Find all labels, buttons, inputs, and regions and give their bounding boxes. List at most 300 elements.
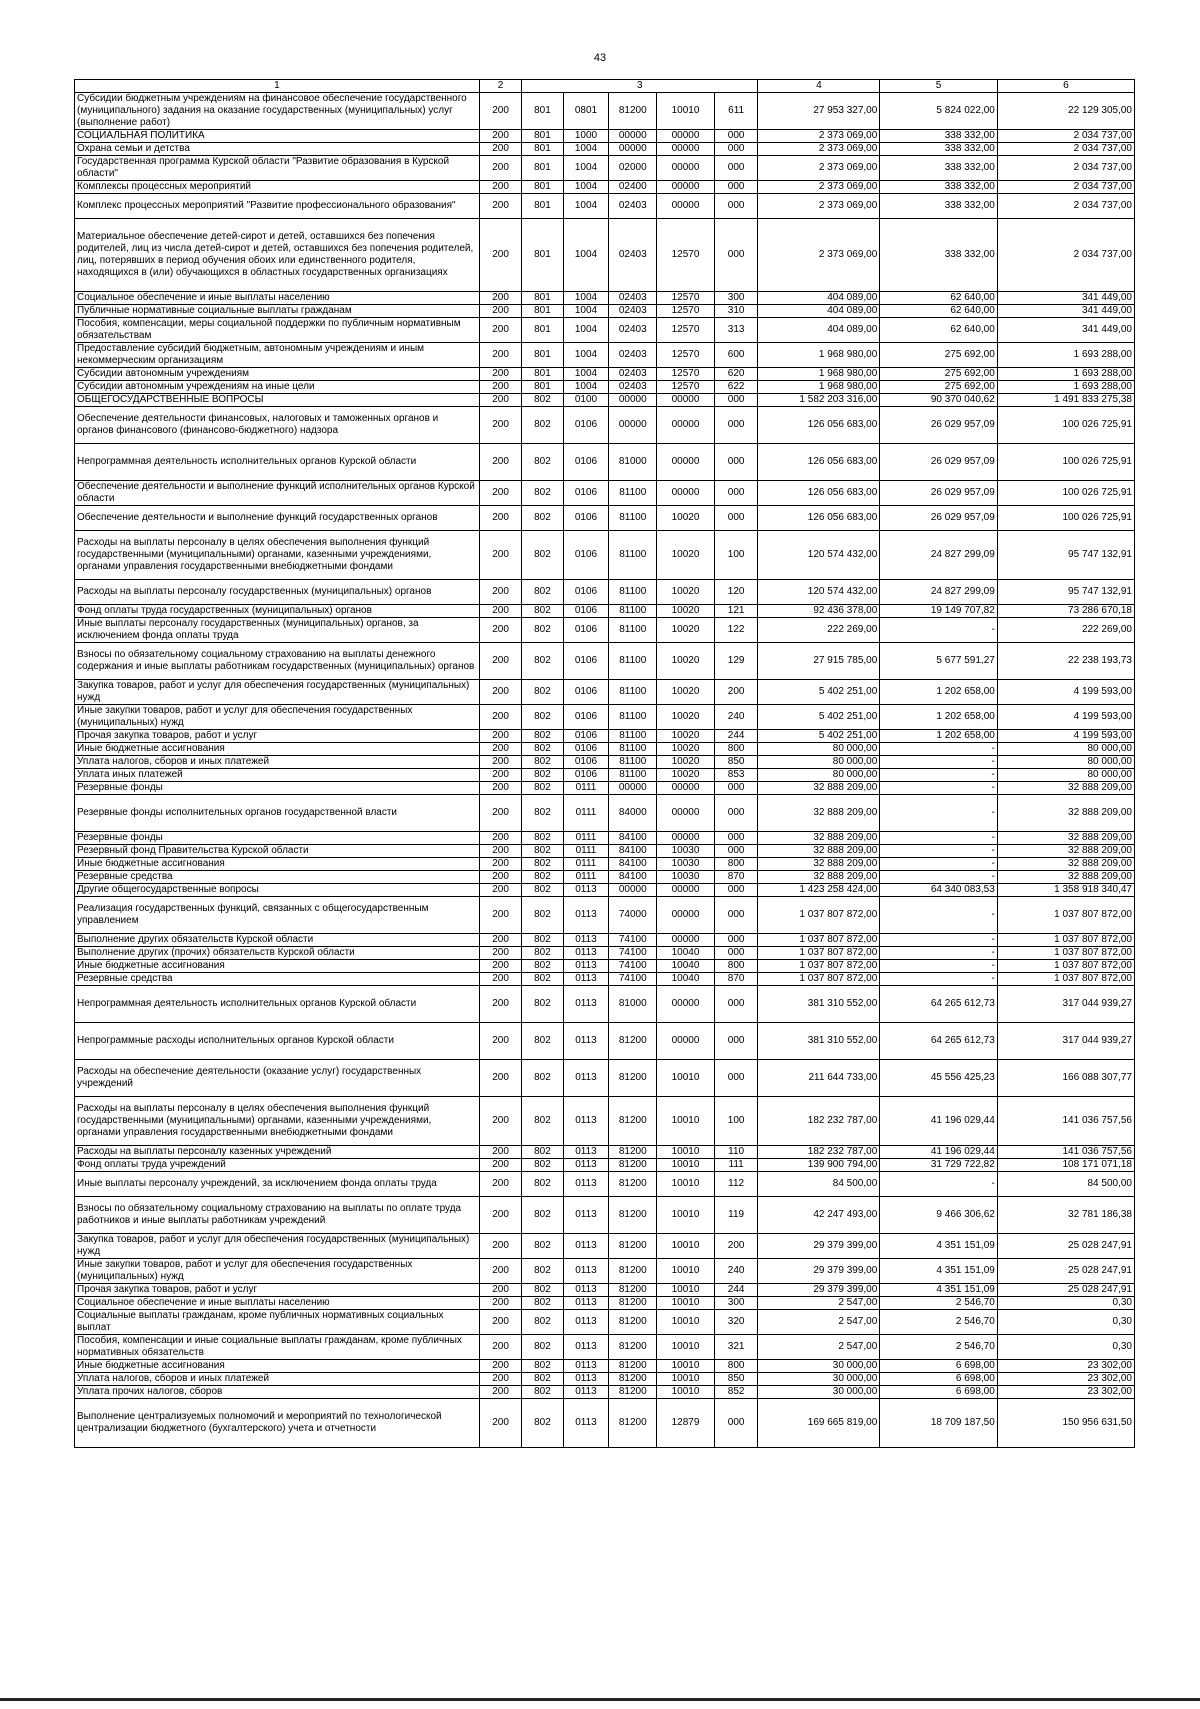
amount-approved: 169 665 819,00 <box>758 1399 880 1448</box>
row-name: Публичные нормативные социальные выплаты гражданам <box>75 305 480 318</box>
code-expense-type: 000 <box>714 407 758 444</box>
code-chapter: 802 <box>522 871 563 884</box>
amount-remaining: 100 026 725,91 <box>997 506 1134 531</box>
amount-approved: 80 000,00 <box>758 769 880 782</box>
amount-executed: 62 640,00 <box>880 292 998 305</box>
amount-executed: 5 677 591,27 <box>880 643 998 680</box>
code-chapter: 801 <box>522 143 563 156</box>
code-admin: 200 <box>479 381 521 394</box>
amount-executed: - <box>880 858 998 871</box>
code-chapter: 801 <box>522 219 563 292</box>
code-admin: 200 <box>479 1399 521 1448</box>
code-chapter: 802 <box>522 605 563 618</box>
amount-executed: 9 466 306,62 <box>880 1197 998 1234</box>
row-name: Расходы на выплаты персоналу в целях обеспечения выполнения функций государственными (муниципальными) органами, казенными учреждениями, органами управления государственными внебюджетными фондами <box>75 1097 480 1146</box>
code-section: 0113 <box>563 986 609 1023</box>
amount-executed: 6 698,00 <box>880 1360 998 1373</box>
code-direction: 10010 <box>657 1386 715 1399</box>
code-program: 00000 <box>609 782 657 795</box>
code-admin: 200 <box>479 884 521 897</box>
code-program: 02000 <box>609 156 657 181</box>
code-section: 1000 <box>563 130 609 143</box>
table-row <box>75 782 1135 795</box>
table-row <box>75 884 1135 897</box>
code-chapter: 802 <box>522 444 563 481</box>
amount-approved: 1 968 980,00 <box>758 343 880 368</box>
amount-remaining: 317 044 939,27 <box>997 1023 1134 1060</box>
amount-approved: 126 056 683,00 <box>758 407 880 444</box>
table-row <box>75 93 1135 130</box>
table-row <box>75 444 1135 481</box>
code-section: 0113 <box>563 934 609 947</box>
code-direction: 00000 <box>657 444 715 481</box>
table-row <box>75 1197 1135 1234</box>
row-name: Взносы по обязательному социальному страхованию на выплаты денежного содержания и иные выплаты работникам государственных (муниципальных) органов <box>75 643 480 680</box>
code-chapter: 802 <box>522 394 563 407</box>
amount-remaining: 32 888 209,00 <box>997 871 1134 884</box>
amount-executed: - <box>880 897 998 934</box>
table-row <box>75 795 1135 832</box>
amount-executed: - <box>880 782 998 795</box>
code-direction: 00000 <box>657 986 715 1023</box>
code-expense-type: 620 <box>714 368 758 381</box>
code-direction: 10010 <box>657 1373 715 1386</box>
code-direction: 10020 <box>657 506 715 531</box>
amount-executed: 64 265 612,73 <box>880 1023 998 1060</box>
code-section: 0113 <box>563 1234 609 1259</box>
code-chapter: 802 <box>522 506 563 531</box>
code-expense-type: 000 <box>714 156 758 181</box>
code-expense-type: 800 <box>714 1360 758 1373</box>
code-program: 81100 <box>609 643 657 680</box>
code-direction: 00000 <box>657 884 715 897</box>
table-row <box>75 1097 1135 1146</box>
code-chapter: 802 <box>522 730 563 743</box>
row-name: Фонд оплаты труда государственных (муниципальных) органов <box>75 605 480 618</box>
amount-approved: 84 500,00 <box>758 1172 880 1197</box>
code-chapter: 802 <box>522 580 563 605</box>
amount-executed: 338 332,00 <box>880 143 998 156</box>
amount-remaining: 1 693 288,00 <box>997 381 1134 394</box>
code-chapter: 802 <box>522 960 563 973</box>
amount-executed: 338 332,00 <box>880 194 998 219</box>
code-direction: 10040 <box>657 947 715 960</box>
code-expense-type: 240 <box>714 1259 758 1284</box>
table-row <box>75 871 1135 884</box>
code-expense-type: 000 <box>714 506 758 531</box>
row-name: Прочая закупка товаров, работ и услуг <box>75 730 480 743</box>
code-program: 81100 <box>609 605 657 618</box>
table-row <box>75 618 1135 643</box>
table-body <box>75 93 1135 1448</box>
row-name: Расходы на выплаты персоналу в целях обеспечения выполнения функций государственными (муниципальными) органами, казенными учреждениями, органами управления государственными внебюджетными фондами <box>75 531 480 580</box>
table-row <box>75 156 1135 181</box>
code-expense-type: 129 <box>714 643 758 680</box>
code-expense-type: 000 <box>714 1060 758 1097</box>
table-row <box>75 934 1135 947</box>
amount-executed: 45 556 425,23 <box>880 1060 998 1097</box>
code-admin: 200 <box>479 756 521 769</box>
code-admin: 200 <box>479 1159 521 1172</box>
table-row <box>75 756 1135 769</box>
code-expense-type: 321 <box>714 1335 758 1360</box>
code-direction: 10010 <box>657 1234 715 1259</box>
code-admin: 200 <box>479 1284 521 1297</box>
amount-remaining: 32 888 209,00 <box>997 795 1134 832</box>
row-name: Непрограммные расходы исполнительных органов Курской области <box>75 1023 480 1060</box>
code-section: 0106 <box>563 643 609 680</box>
amount-approved: 2 547,00 <box>758 1310 880 1335</box>
header-col-2: 2 <box>479 80 521 93</box>
code-program: 84100 <box>609 858 657 871</box>
code-admin: 200 <box>479 782 521 795</box>
code-admin: 200 <box>479 1172 521 1197</box>
amount-approved: 120 574 432,00 <box>758 531 880 580</box>
amount-executed: 62 640,00 <box>880 318 998 343</box>
amount-remaining: 73 286 670,18 <box>997 605 1134 618</box>
amount-approved: 1 968 980,00 <box>758 368 880 381</box>
code-direction: 12570 <box>657 292 715 305</box>
code-admin: 200 <box>479 368 521 381</box>
code-program: 81100 <box>609 481 657 506</box>
code-program: 74100 <box>609 973 657 986</box>
amount-executed: 4 351 151,09 <box>880 1284 998 1297</box>
code-expense-type: 119 <box>714 1197 758 1234</box>
code-chapter: 802 <box>522 1172 563 1197</box>
amount-remaining: 95 747 132,91 <box>997 580 1134 605</box>
code-expense-type: 300 <box>714 292 758 305</box>
row-name: Социальное обеспечение и иные выплаты населению <box>75 1297 480 1310</box>
table-row <box>75 343 1135 368</box>
code-direction: 12570 <box>657 219 715 292</box>
amount-remaining: 1 037 807 872,00 <box>997 897 1134 934</box>
code-section: 0106 <box>563 730 609 743</box>
row-name: Предоставление субсидий бюджетным, автономным учреждениям и иным некоммерческим организациям <box>75 343 480 368</box>
table-row <box>75 769 1135 782</box>
code-program: 81100 <box>609 769 657 782</box>
amount-executed: 338 332,00 <box>880 219 998 292</box>
amount-approved: 2 373 069,00 <box>758 143 880 156</box>
amount-remaining: 1 491 833 275,38 <box>997 394 1134 407</box>
code-direction: 10020 <box>657 730 715 743</box>
code-section: 0113 <box>563 973 609 986</box>
code-admin: 200 <box>479 1373 521 1386</box>
code-expense-type: 800 <box>714 743 758 756</box>
amount-remaining: 1 693 288,00 <box>997 343 1134 368</box>
code-direction: 12570 <box>657 343 715 368</box>
code-program: 81200 <box>609 1284 657 1297</box>
code-direction: 00000 <box>657 795 715 832</box>
row-name: Охрана семьи и детства <box>75 143 480 156</box>
code-expense-type: 600 <box>714 343 758 368</box>
code-direction: 10010 <box>657 1060 715 1097</box>
code-program: 84100 <box>609 832 657 845</box>
amount-approved: 120 574 432,00 <box>758 580 880 605</box>
amount-remaining: 25 028 247,91 <box>997 1234 1134 1259</box>
code-section: 0106 <box>563 618 609 643</box>
code-section: 1004 <box>563 143 609 156</box>
amount-executed: 2 546,70 <box>880 1297 998 1310</box>
code-admin: 200 <box>479 93 521 130</box>
code-section: 0111 <box>563 795 609 832</box>
amount-approved: 2 373 069,00 <box>758 219 880 292</box>
code-direction: 10020 <box>657 618 715 643</box>
code-program: 81200 <box>609 1060 657 1097</box>
row-name: Комплексы процессных мероприятий <box>75 181 480 194</box>
row-name: Обеспечение деятельности и выполнение функций исполнительных органов Курской области <box>75 481 480 506</box>
code-direction: 10010 <box>657 1172 715 1197</box>
code-chapter: 802 <box>522 1146 563 1159</box>
table-row <box>75 1060 1135 1097</box>
table-row <box>75 1023 1135 1060</box>
amount-executed: - <box>880 743 998 756</box>
table-row <box>75 705 1135 730</box>
amount-remaining: 22 238 193,73 <box>997 643 1134 680</box>
amount-approved: 30 000,00 <box>758 1373 880 1386</box>
amount-executed: - <box>880 934 998 947</box>
amount-remaining: 2 034 737,00 <box>997 181 1134 194</box>
table-row <box>75 381 1135 394</box>
code-section: 0113 <box>563 1197 609 1234</box>
code-direction: 10020 <box>657 769 715 782</box>
amount-approved: 32 888 209,00 <box>758 795 880 832</box>
code-admin: 200 <box>479 871 521 884</box>
code-section: 0113 <box>563 1060 609 1097</box>
code-direction: 00000 <box>657 130 715 143</box>
code-section: 0113 <box>563 947 609 960</box>
table-row <box>75 506 1135 531</box>
code-program: 02403 <box>609 368 657 381</box>
amount-executed: - <box>880 947 998 960</box>
code-admin: 200 <box>479 605 521 618</box>
code-section: 1004 <box>563 368 609 381</box>
code-direction: 00000 <box>657 156 715 181</box>
row-name: Уплата прочих налогов, сборов <box>75 1386 480 1399</box>
amount-executed: 2 546,70 <box>880 1310 998 1335</box>
code-chapter: 802 <box>522 618 563 643</box>
table-row <box>75 1172 1135 1197</box>
code-program: 74100 <box>609 934 657 947</box>
code-admin: 200 <box>479 143 521 156</box>
code-program: 00000 <box>609 143 657 156</box>
amount-remaining: 100 026 725,91 <box>997 481 1134 506</box>
code-chapter: 801 <box>522 292 563 305</box>
row-name: Иные бюджетные ассигнования <box>75 743 480 756</box>
table-row <box>75 1259 1135 1284</box>
code-section: 0106 <box>563 756 609 769</box>
amount-approved: 2 373 069,00 <box>758 130 880 143</box>
code-section: 0106 <box>563 743 609 756</box>
amount-executed: 2 546,70 <box>880 1335 998 1360</box>
code-admin: 200 <box>479 318 521 343</box>
amount-remaining: 23 302,00 <box>997 1373 1134 1386</box>
amount-executed: - <box>880 618 998 643</box>
code-program: 74100 <box>609 960 657 973</box>
code-expense-type: 313 <box>714 318 758 343</box>
row-name: Расходы на выплаты персоналу казенных учреждений <box>75 1146 480 1159</box>
code-chapter: 802 <box>522 897 563 934</box>
code-admin: 200 <box>479 769 521 782</box>
table-row <box>75 305 1135 318</box>
table-row <box>75 407 1135 444</box>
amount-remaining: 341 449,00 <box>997 318 1134 343</box>
code-expense-type: 112 <box>714 1172 758 1197</box>
amount-approved: 1 423 258 424,00 <box>758 884 880 897</box>
amount-executed: 338 332,00 <box>880 156 998 181</box>
amount-remaining: 4 199 593,00 <box>997 730 1134 743</box>
code-direction: 10020 <box>657 580 715 605</box>
row-name: Резервные фонды <box>75 782 480 795</box>
code-program: 74100 <box>609 947 657 960</box>
amount-executed: - <box>880 769 998 782</box>
amount-executed: 24 827 299,09 <box>880 580 998 605</box>
code-direction: 10030 <box>657 845 715 858</box>
amount-approved: 80 000,00 <box>758 743 880 756</box>
code-admin: 200 <box>479 743 521 756</box>
code-direction: 12570 <box>657 318 715 343</box>
code-chapter: 801 <box>522 318 563 343</box>
code-program: 81200 <box>609 1335 657 1360</box>
code-program: 02403 <box>609 318 657 343</box>
header-col-1: 1 <box>75 80 480 93</box>
table-row <box>75 1310 1135 1335</box>
amount-approved: 1 037 807 872,00 <box>758 973 880 986</box>
table-row <box>75 130 1135 143</box>
amount-approved: 2 547,00 <box>758 1335 880 1360</box>
code-admin: 200 <box>479 705 521 730</box>
code-chapter: 802 <box>522 705 563 730</box>
row-name: Другие общегосударственные вопросы <box>75 884 480 897</box>
code-section: 0106 <box>563 769 609 782</box>
row-name: Выполнение других обязательств Курской области <box>75 934 480 947</box>
amount-approved: 80 000,00 <box>758 756 880 769</box>
row-name: Уплата налогов, сборов и иных платежей <box>75 756 480 769</box>
code-expense-type: 122 <box>714 618 758 643</box>
code-program: 02403 <box>609 305 657 318</box>
code-direction: 00000 <box>657 481 715 506</box>
row-name: Взносы по обязательному социальному страхованию на выплаты по оплате труда работников и иные выплаты работникам учреждений <box>75 1197 480 1234</box>
amount-approved: 182 232 787,00 <box>758 1146 880 1159</box>
code-program: 81100 <box>609 743 657 756</box>
amount-executed: - <box>880 795 998 832</box>
code-expense-type: 000 <box>714 130 758 143</box>
amount-executed: - <box>880 756 998 769</box>
code-chapter: 802 <box>522 756 563 769</box>
amount-remaining: 1 037 807 872,00 <box>997 973 1134 986</box>
code-expense-type: 300 <box>714 1297 758 1310</box>
amount-approved: 42 247 493,00 <box>758 1197 880 1234</box>
code-chapter: 802 <box>522 858 563 871</box>
code-program: 02403 <box>609 343 657 368</box>
code-section: 1004 <box>563 219 609 292</box>
amount-approved: 2 547,00 <box>758 1297 880 1310</box>
row-name: Реализация государственных функций, связанных с общегосударственным управлением <box>75 897 480 934</box>
page-number: 43 <box>593 52 607 64</box>
code-expense-type: 800 <box>714 858 758 871</box>
code-section: 0113 <box>563 1259 609 1284</box>
amount-remaining: 341 449,00 <box>997 292 1134 305</box>
code-program: 81100 <box>609 680 657 705</box>
code-expense-type: 852 <box>714 1386 758 1399</box>
amount-approved: 1 037 807 872,00 <box>758 897 880 934</box>
amount-approved: 139 900 794,00 <box>758 1159 880 1172</box>
code-direction: 10040 <box>657 960 715 973</box>
amount-approved: 32 888 209,00 <box>758 782 880 795</box>
page-bottom-border <box>0 1698 1200 1701</box>
amount-approved: 1 582 203 316,00 <box>758 394 880 407</box>
amount-remaining: 22 129 305,00 <box>997 93 1134 130</box>
amount-approved: 381 310 552,00 <box>758 1023 880 1060</box>
amount-remaining: 108 171 071,18 <box>997 1159 1134 1172</box>
code-section: 0113 <box>563 1335 609 1360</box>
amount-approved: 2 373 069,00 <box>758 156 880 181</box>
amount-approved: 5 402 251,00 <box>758 730 880 743</box>
amount-executed: 4 351 151,09 <box>880 1234 998 1259</box>
code-admin: 200 <box>479 1023 521 1060</box>
code-expense-type: 244 <box>714 1284 758 1297</box>
code-expense-type: 000 <box>714 884 758 897</box>
code-program: 81100 <box>609 705 657 730</box>
code-chapter: 801 <box>522 368 563 381</box>
amount-remaining: 32 888 209,00 <box>997 858 1134 871</box>
code-program: 81200 <box>609 1023 657 1060</box>
code-section: 1004 <box>563 318 609 343</box>
amount-executed: - <box>880 832 998 845</box>
code-direction: 10010 <box>657 1297 715 1310</box>
code-section: 0111 <box>563 858 609 871</box>
code-admin: 200 <box>479 305 521 318</box>
amount-executed: 24 827 299,09 <box>880 531 998 580</box>
code-program: 81100 <box>609 531 657 580</box>
code-program: 81200 <box>609 1399 657 1448</box>
code-expense-type: 870 <box>714 973 758 986</box>
amount-remaining: 2 034 737,00 <box>997 143 1134 156</box>
amount-approved: 1 037 807 872,00 <box>758 934 880 947</box>
code-program: 81200 <box>609 1259 657 1284</box>
code-admin: 200 <box>479 1259 521 1284</box>
header-col-4: 4 <box>758 80 880 93</box>
code-direction: 00000 <box>657 194 715 219</box>
amount-approved: 29 379 399,00 <box>758 1234 880 1259</box>
row-name: Иные закупки товаров, работ и услуг для обеспечения государственных (муниципальных) нужд <box>75 1259 480 1284</box>
code-section: 0106 <box>563 481 609 506</box>
code-chapter: 801 <box>522 181 563 194</box>
code-section: 1004 <box>563 156 609 181</box>
code-direction: 10020 <box>657 643 715 680</box>
code-direction: 10030 <box>657 858 715 871</box>
code-program: 81100 <box>609 730 657 743</box>
code-chapter: 802 <box>522 769 563 782</box>
code-chapter: 802 <box>522 1234 563 1259</box>
code-section: 0801 <box>563 93 609 130</box>
amount-approved: 211 644 733,00 <box>758 1060 880 1097</box>
code-expense-type: 000 <box>714 219 758 292</box>
amount-approved: 32 888 209,00 <box>758 858 880 871</box>
amount-remaining: 100 026 725,91 <box>997 407 1134 444</box>
amount-approved: 126 056 683,00 <box>758 481 880 506</box>
code-direction: 10010 <box>657 93 715 130</box>
code-section: 0106 <box>563 705 609 730</box>
code-chapter: 802 <box>522 782 563 795</box>
code-section: 0113 <box>563 1297 609 1310</box>
code-direction: 10010 <box>657 1284 715 1297</box>
code-section: 0113 <box>563 1386 609 1399</box>
code-direction: 10020 <box>657 680 715 705</box>
row-name: Социальные выплаты гражданам, кроме публичных нормативных социальных выплат <box>75 1310 480 1335</box>
code-expense-type: 320 <box>714 1310 758 1335</box>
code-chapter: 802 <box>522 795 563 832</box>
code-expense-type: 611 <box>714 93 758 130</box>
